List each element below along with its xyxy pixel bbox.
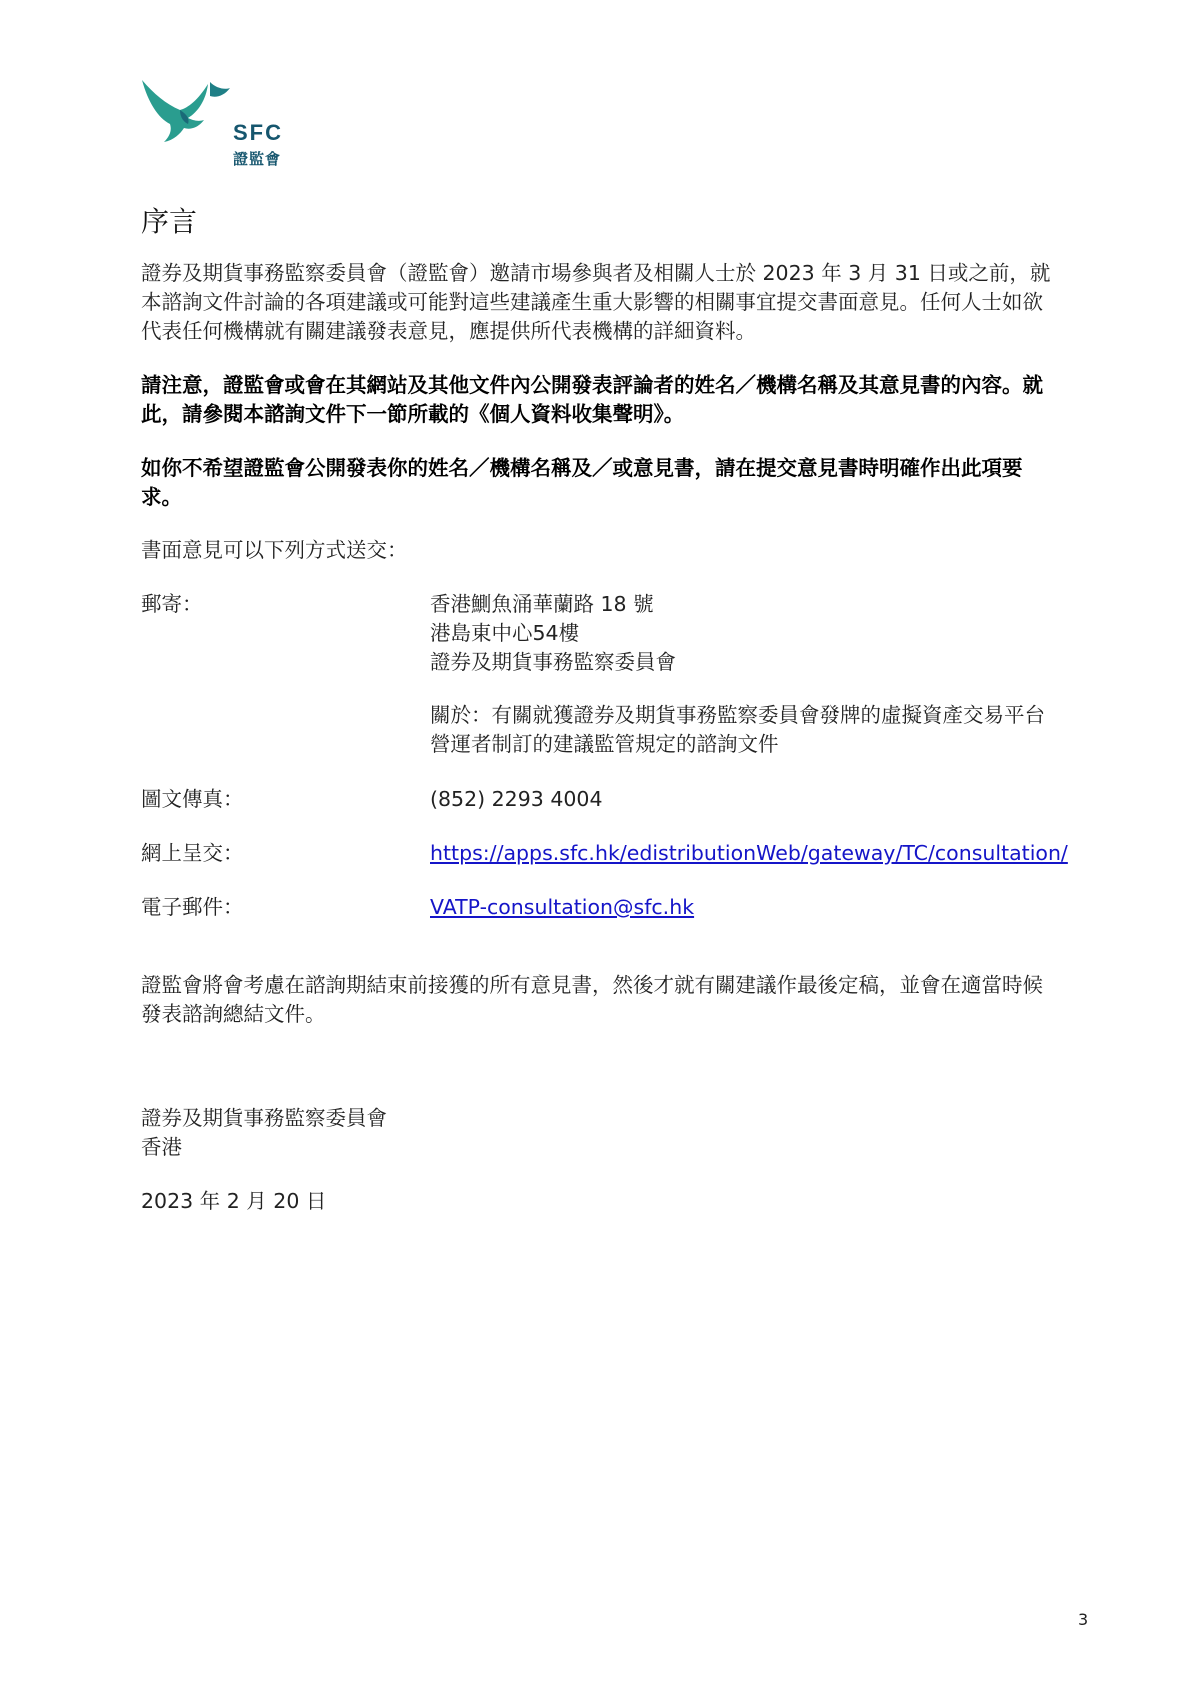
sfc-logo xyxy=(140,78,300,170)
signature-organization: 證券及期貨事務監察委員會 xyxy=(141,1106,387,1130)
document-date: 2023 年 2 月 20 日 xyxy=(141,1189,327,1213)
email-label: 電子郵件： xyxy=(141,895,244,919)
online-submission-link[interactable]: https://apps.sfc.hk/edistributionWeb/gateway/TC/consultation/ xyxy=(430,841,1068,865)
mail-label: 郵寄： xyxy=(141,592,203,616)
address-line: 證券及期貨事務監察委員會 xyxy=(430,650,676,674)
anonymity-request-notice: 如你不希望證監會公開發表你的姓名／機構名稱及／或意見書，請在提交意見書時明確作出此項要求。 xyxy=(141,456,1023,509)
page-number: 3 xyxy=(1078,1610,1089,1629)
submission-methods-intro: 書面意見可以下列方式送交： xyxy=(141,538,408,562)
page-title: 序言 xyxy=(141,205,198,238)
closing-paragraph: 證監會將會考慮在諮詢期結束前接獲的所有意見書，然後才就有關建議作最後定稿，並會在適當時候發表諮詢總結文件。 xyxy=(141,973,1043,1026)
online-submission-label: 網上呈交： xyxy=(141,841,244,865)
publication-notice: 請注意，證監會或會在其網站及其他文件內公開發表評論者的姓名／機構名稱及其意見書的內容。就此，請參閱本諮詢文件下一節所載的《個人資料收集聲明》。 xyxy=(141,373,1043,426)
eagle-logo-icon xyxy=(140,78,230,148)
logo-abbreviation: SFC xyxy=(233,120,283,145)
signature-place: 香港 xyxy=(141,1135,182,1159)
address-line: 港島東中心54樓 xyxy=(430,621,580,645)
intro-paragraph: 證券及期貨事務監察委員會（證監會）邀請市場參與者及相關人士於 2023 年 3 月 31 日或之前，就本諮詢文件討論的各項建議或可能對這些建議產生重大影響的相關事宜提交書面意見。任何人士如欲代表任何機構就有關建議發表意見，應提供所代表機構的詳細資料。 xyxy=(141,261,1051,343)
logo-chinese-name: 證監會 xyxy=(233,150,282,168)
mail-address xyxy=(430,590,1055,759)
mail-subject: 關於：有關就獲證券及期貨事務監察委員會發牌的虛擬資產交易平台營運者制訂的建議監管規定的諮詢文件 xyxy=(430,703,1045,756)
fax-number: (852) 2293 4004 xyxy=(430,787,603,811)
address-line: 香港鰂魚涌華蘭路 18 號 xyxy=(430,592,654,616)
email-link[interactable]: VATP-consultation@sfc.hk xyxy=(430,895,695,919)
fax-label: 圖文傳真： xyxy=(141,787,244,811)
